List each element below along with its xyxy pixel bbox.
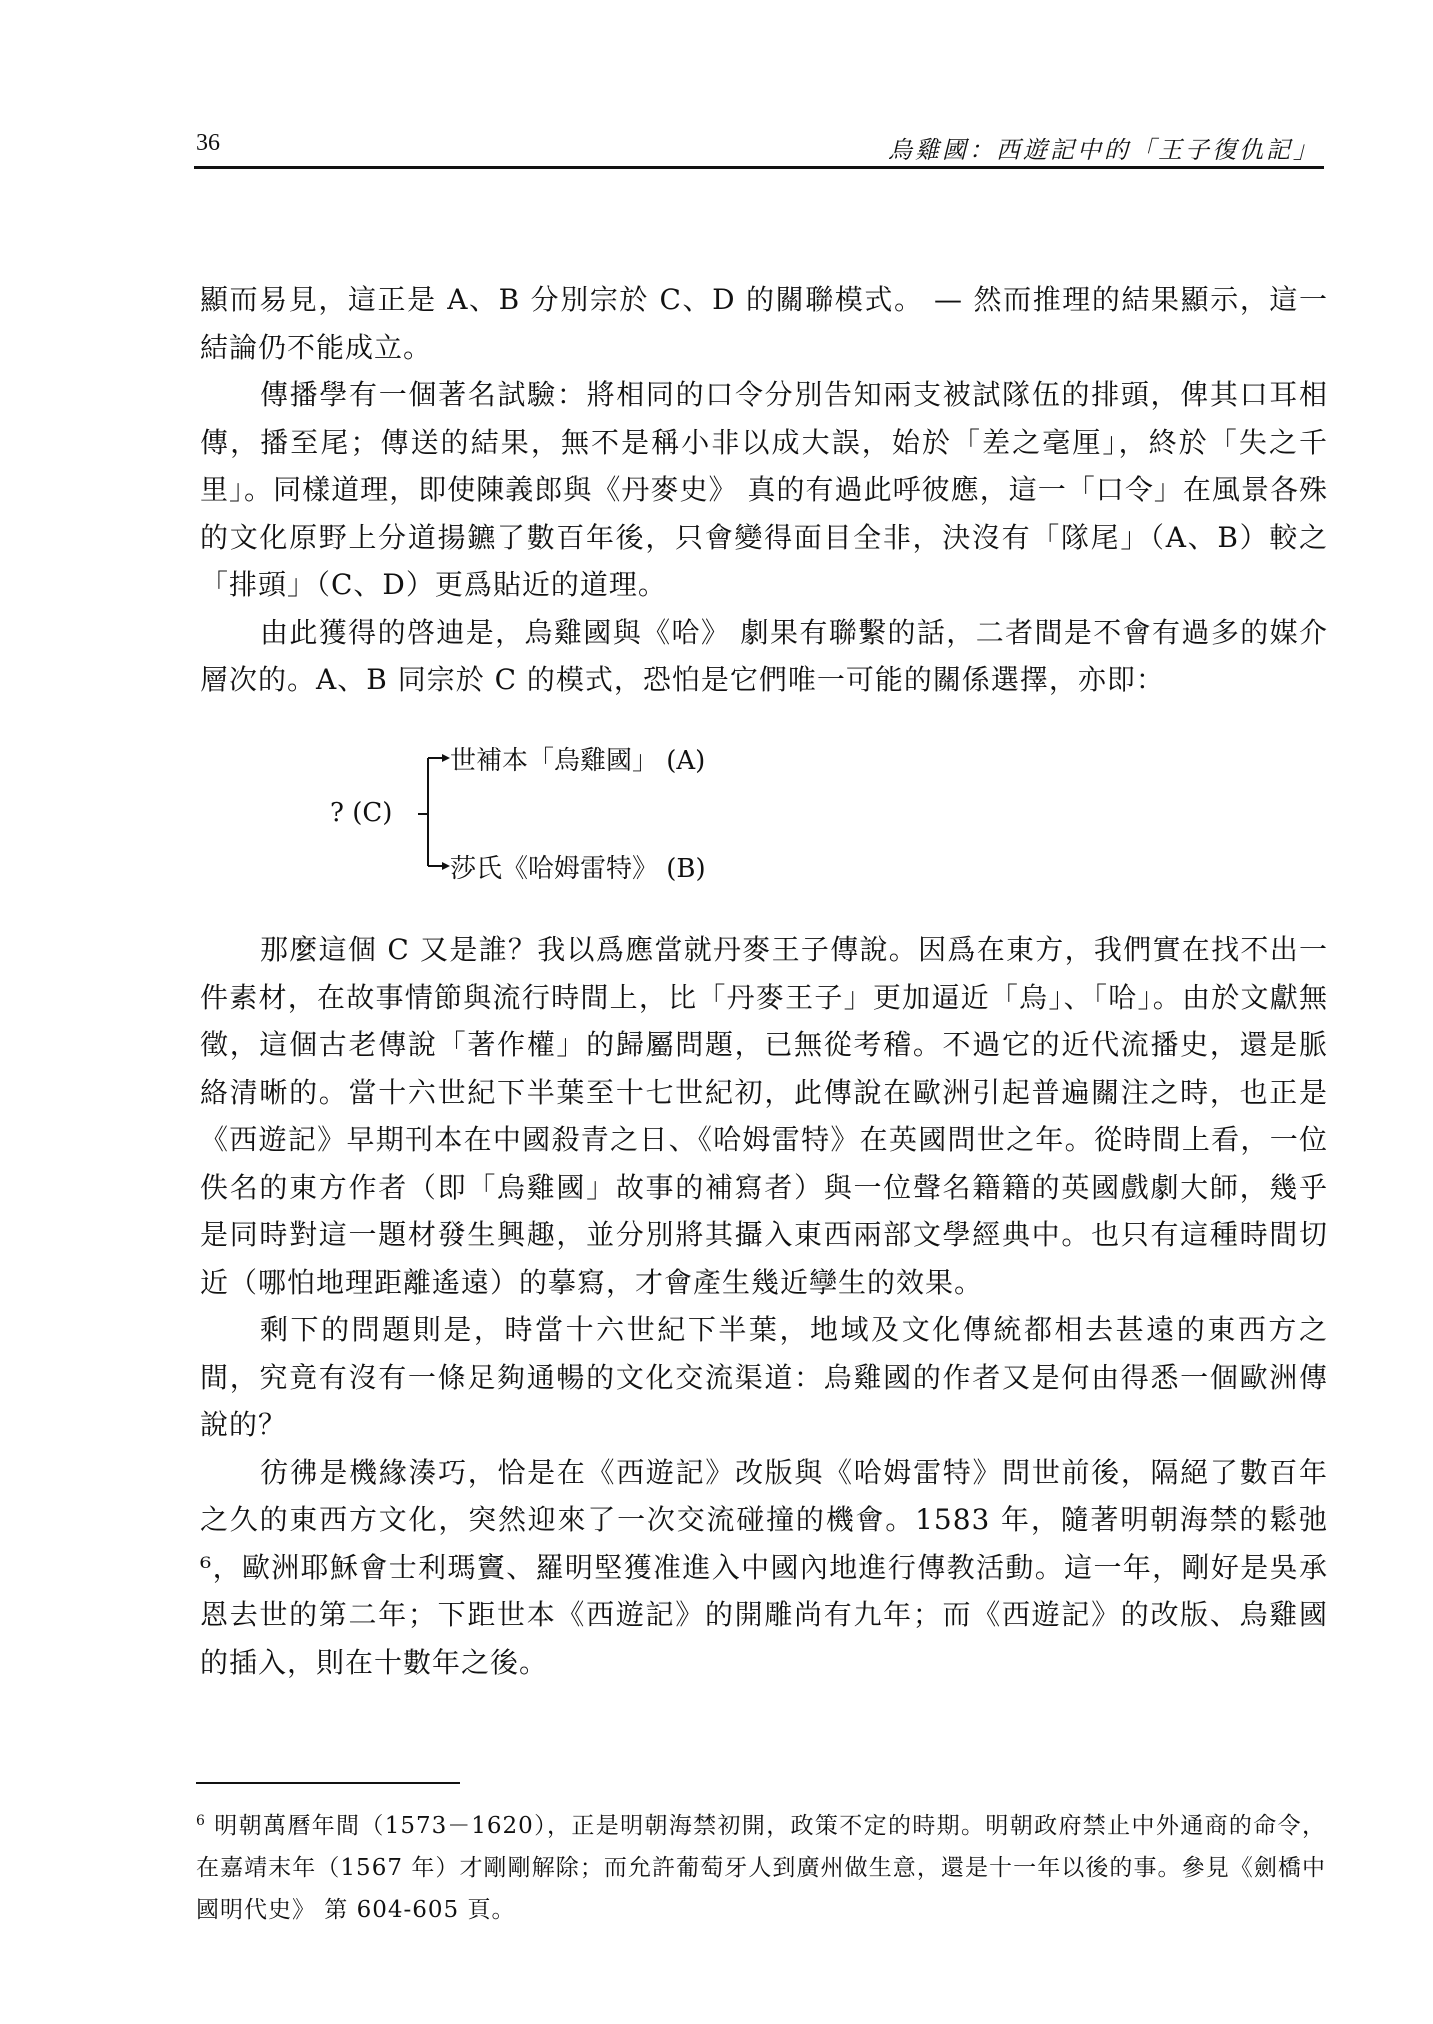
- header-rule: [194, 166, 1324, 169]
- paragraph-1: 顯而易見，這正是 A、B 分別宗於 C、D 的關聯模式。 — 然而推理的結果顯示，這一結論仍不能成立。: [200, 283, 1328, 364]
- footnote-marker: 6: [196, 1813, 206, 1829]
- page-number: 36: [196, 130, 220, 156]
- paragraph-5: 剩下的問題則是，時當十六世紀下半葉，地域及文化傳統都相去甚遠的東西方之間，究竟有沒有一條足夠通暢的文化交流渠道：烏雞國的作者又是何由得悉一個歐洲傳說的？: [200, 1313, 1328, 1441]
- page-header: [196, 130, 1320, 170]
- footnote-rule: [196, 1782, 460, 1784]
- running-title: 烏雞國：西遊記中的「王子復仇記」: [888, 136, 1320, 164]
- paragraph-2: 傳播學有一個著名試驗：將相同的口令分別告知兩支被試隊伍的排頭，俾其口耳相傳，播至尾；傳送的結果，無不是稱小非以成大誤，始於「差之毫厘」，終於「失之千里」。同樣道理，即使陳義郎與《丹麥史》 真的有過此呼彼應，這一「口令」在風景各殊的文化原野上分道揚鑣了數百年後，只會變得面目全非，決沒有「隊尾」（A、B）較之「排頭」（C、D）更爲貼近的道理。: [200, 378, 1328, 601]
- paragraph-3: 由此獲得的啓迪是，烏雞國與《哈》 劇果有聯繫的話，二者間是不會有過多的媒介層次的。A、B 同宗於 C 的模式，恐怕是它們唯一可能的關係選擇，亦即：: [200, 615, 1328, 696]
- footnote-text: 明朝萬曆年間（1573－1620），正是明朝海禁初開，政策不定的時期。明朝政府禁止中外通商的命令，在嘉靖末年（1567 年）才剛剛解除；而允許葡萄牙人到廣州做生意，還是十一年以後的事。參見《劍橋中國明代史》 第 604-605 頁。: [196, 1813, 1326, 1923]
- diagram-branch-b: 莎氏《哈姆雷特》 (B): [450, 854, 706, 884]
- arrowhead-b: [442, 862, 450, 870]
- footnote: [196, 1800, 1326, 1931]
- arrowhead-a: [442, 754, 450, 762]
- relationship-diagram: [330, 740, 930, 900]
- body-text-bottom: [200, 926, 1328, 1686]
- diagram-branch-a: 世補本「烏雞國」 (A): [450, 746, 706, 776]
- paragraph-6: 彷彿是機緣湊巧，恰是在《西遊記》改版與《哈姆雷特》問世前後，隔絕了數百年之久的東西方文化，突然迎來了一次交流碰撞的機會。1583 年，隨著明朝海禁的鬆弛⁶，歐洲耶穌會士利瑪竇、羅明堅獲准進入中國內地進行傳教活動。這一年，剛好是吳承恩去世的第二年；下距世本《西遊記》的開雕尚有九年；而《西遊記》的改版、烏雞國的插入，則在十數年之後。: [200, 1455, 1328, 1679]
- diagram-root-c: ? (C): [330, 798, 393, 828]
- paragraph-4: 那麼這個 C 又是誰？我以爲應當就丹麥王子傳說。因爲在東方，我們實在找不出一件素材，在故事情節與流行時間上，比「丹麥王子」更加逼近「烏」、「哈」。由於文獻無徵，這個古老傳說「著作權」的歸屬問題，已無從考稽。不過它的近代流播史，還是脈絡清晰的。當十六世紀下半葉至十七世紀初，此傳說在歐洲引起普遍關注之時，也正是《西遊記》早期刊本在中國殺青之日、《哈姆雷特》在英國問世之年。從時間上看，一位佚名的東方作者（即「烏雞國」故事的補寫者）與一位聲名籍籍的英國戲劇大師，幾乎是同時對這一題材發生興趣，並分別將其攝入東西兩部文學經典中。也只有這種時間切近（哪怕地理距離遙遠）的摹寫，才會產生幾近孿生的效果。: [200, 933, 1328, 1299]
- body-text-top: [200, 276, 1328, 704]
